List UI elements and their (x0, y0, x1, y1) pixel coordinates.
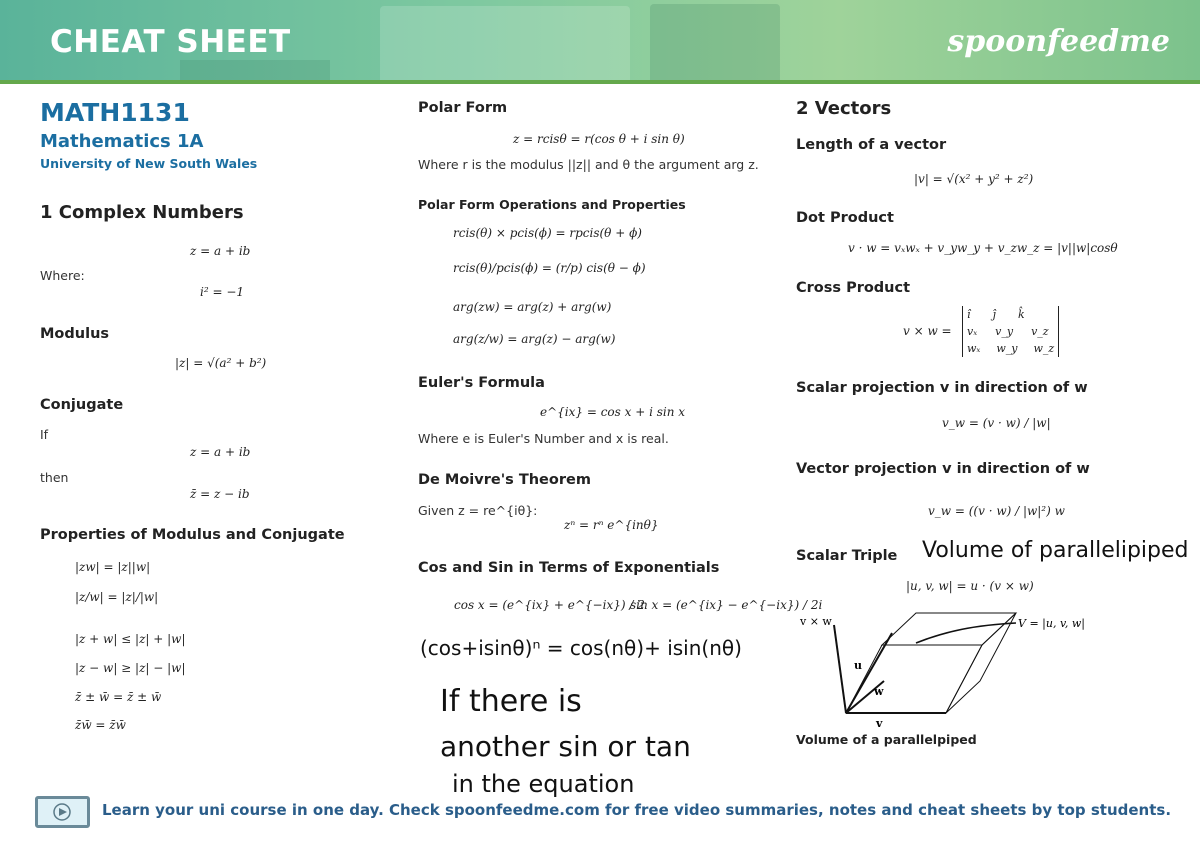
handwritten-note: another sin or tan (440, 730, 691, 763)
heading-properties: Properties of Modulus and Conjugate (40, 527, 345, 543)
heading-de-moivre: De Moivre's Theorem (418, 472, 591, 488)
matrix-cell: î (967, 308, 971, 321)
handwritten-note: in the equation (452, 770, 635, 798)
heading-vector-projection: Vector projection v in direction of w (796, 461, 1090, 477)
operation-equation: rcis(θ) × pcis(ϕ) = rpcis(θ + ϕ) (453, 226, 642, 240)
annotation-arrow (916, 623, 1016, 643)
label-w: w (874, 685, 884, 698)
play-icon (38, 799, 87, 825)
header-banner (0, 0, 1200, 84)
banner-decoration (380, 6, 630, 84)
property-equation: |z/w| = |z|/|w| (75, 590, 159, 604)
equation: z = a + ib (190, 244, 251, 258)
equation-cos: cos x = (e^{ix} + e^{−ix}) / 2 (454, 598, 645, 612)
heading-scalar-projection: Scalar projection v in direction of w (796, 380, 1088, 396)
banner-title: CHEAT SHEET (50, 24, 291, 60)
brand-logo[interactable]: spoonfeedme (947, 24, 1170, 59)
cross-product-determinant (962, 306, 1059, 357)
equation: |u, v, w| = u · (v × w) (906, 579, 1034, 593)
video-icon[interactable] (35, 796, 90, 828)
label-u: u (854, 659, 862, 672)
matrix-cell: wₓ (967, 342, 981, 355)
cross-product-lhs: v × w = (903, 324, 952, 338)
heading-conjugate: Conjugate (40, 397, 124, 413)
property-equation: z̄w̄ = z̄w̄ (75, 718, 126, 732)
matrix-cell: w_z (1033, 342, 1055, 355)
equation: i² = −1 (200, 285, 245, 299)
heading-modulus: Modulus (40, 326, 110, 342)
heading-cross-product: Cross Product (796, 280, 911, 296)
diagram-face (946, 613, 1016, 713)
text-then: then (40, 470, 69, 485)
university-name: University of New South Wales (40, 156, 258, 171)
text-where: Where: (40, 268, 85, 283)
equation: v · w = vₓwₓ + v_yw_y + v_zw_z = |v||w|cosθ (848, 241, 1118, 255)
heading-dot-product: Dot Product (796, 210, 894, 226)
column-3 (796, 98, 1189, 758)
diagram-face (882, 613, 1016, 645)
handwritten-note: If there is (440, 684, 582, 719)
matrix-cell: vₓ (967, 325, 978, 338)
section-title-vectors: 2 Vectors (796, 98, 892, 119)
heading-polar-operations: Polar Form Operations and Properties (418, 197, 686, 212)
diagram-caption: Volume of a parallelpiped (796, 732, 977, 747)
equation: z = rcisθ = r(cos θ + i sin θ) (513, 132, 685, 146)
handwritten-note: Volume of parallelipiped (922, 538, 1189, 563)
property-equation: |z + w| ≤ |z| + |w| (75, 632, 186, 646)
banner-strip (0, 80, 1200, 84)
heading-scalar-triple: Scalar Triple (796, 548, 898, 564)
heading-euler: Euler's Formula (418, 375, 545, 391)
text-if: If (40, 427, 49, 442)
matrix-cell: ĵ (992, 308, 996, 321)
operation-equation: arg(zw) = arg(z) + arg(w) (453, 300, 612, 314)
equation-sin: sin x = (e^{ix} − e^{−ix}) / 2i (630, 598, 823, 612)
vector-vxw-arrow (834, 625, 846, 713)
equation: v_w = (v · w) / |w| (942, 416, 1051, 430)
equation: e^{ix} = cos x + i sin x (540, 405, 686, 419)
label-vxw: v × w (800, 615, 832, 628)
equation: v_w = ((v · w) / |w|²) w (928, 504, 1065, 518)
property-equation: z̄ ± w̄ = z̄ ± w̄ (75, 690, 162, 704)
handwritten-note: (cos+isinθ)ⁿ = cos(nθ)+ isin(nθ) (420, 636, 742, 660)
operation-equation: arg(z/w) = arg(z) − arg(w) (453, 332, 616, 346)
label-volume: V = |u, v, w| (1018, 617, 1085, 630)
course-name: Mathematics 1A (40, 131, 204, 152)
banner-decoration (650, 4, 780, 84)
heading-cos-sin: Cos and Sin in Terms of Exponentials (418, 560, 720, 576)
equation: z = a + ib (190, 445, 251, 459)
property-equation: |z − w| ≥ |z| − |w| (75, 661, 186, 675)
matrix-cell: k̂ (1017, 308, 1025, 321)
matrix-cell: v_z (1031, 325, 1049, 338)
parallelepiped-diagram (796, 603, 1136, 733)
column-1 (40, 98, 380, 788)
heading-length: Length of a vector (796, 137, 947, 153)
operation-equation: rcis(θ)/pcis(ϕ) = (r/p) cis(θ − ϕ) (453, 261, 646, 275)
equation: |v| = √(x² + y² + z²) (914, 172, 1034, 186)
footer-text[interactable]: Learn your uni course in one day. Check spoonfeedme.com for free video summaries, notes and cheat sheets by top students. (102, 801, 1172, 819)
heading-polar-form: Polar Form (418, 100, 508, 116)
equation: zⁿ = rⁿ e^{inθ} (564, 518, 659, 532)
equation: |z| = √(a² + b²) (175, 356, 267, 370)
property-equation: |zw| = |z||w| (75, 560, 151, 574)
label-v: v (876, 717, 883, 730)
course-code: MATH1131 (40, 98, 190, 127)
text-polar-where: Where r is the modulus ||z|| and θ the argument arg z. (418, 157, 759, 172)
equation: z̄ = z − ib (190, 487, 250, 501)
section-title-complex: 1 Complex Numbers (40, 202, 244, 223)
text-euler-where: Where e is Euler's Number and x is real. (418, 431, 669, 446)
text-de-moivre-given: Given z = re^{iθ}: (418, 503, 538, 518)
matrix-cell: v_y (995, 325, 1014, 338)
vector-u-arrow (846, 633, 892, 713)
matrix-cell: w_y (996, 342, 1018, 355)
